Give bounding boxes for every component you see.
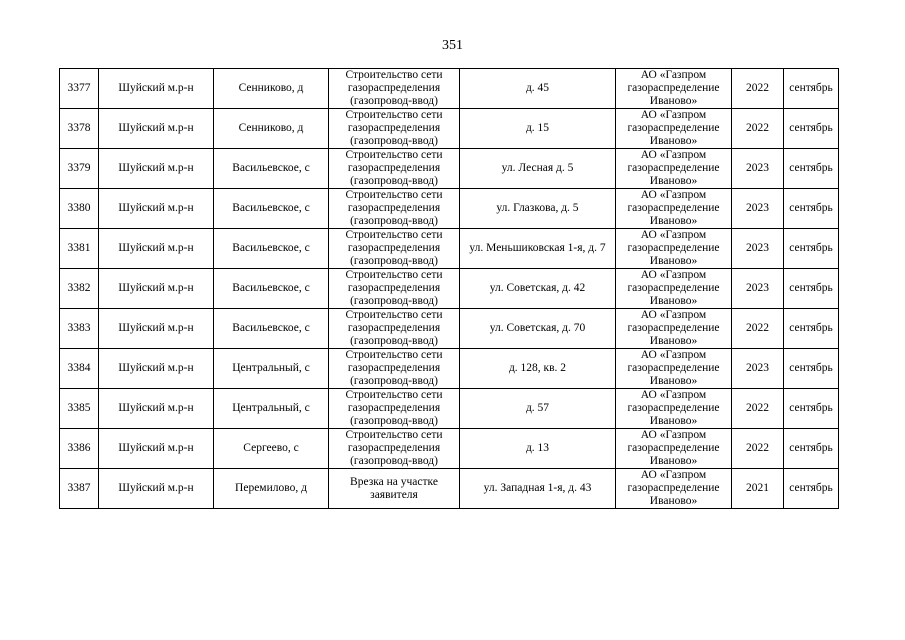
work-type-cell: Строительство сети газораспределения (газопровод-ввод): [329, 189, 460, 229]
table-row: [60, 389, 839, 429]
address-cell: ул. Меньшиковская 1-я, д. 7: [460, 229, 616, 269]
row-number-cell: 3385: [60, 389, 99, 429]
year-cell: 2023: [732, 149, 784, 189]
table-row: [60, 429, 839, 469]
row-number-cell: 3380: [60, 189, 99, 229]
organization-cell: АО «Газпром газораспределение Иваново»: [616, 349, 732, 389]
work-type-cell: Врезка на участке заявителя: [329, 469, 460, 509]
work-type-cell: Строительство сети газораспределения (газопровод-ввод): [329, 389, 460, 429]
locality-cell: Васильевское, с: [214, 229, 329, 269]
organization-cell: АО «Газпром газораспределение Иваново»: [616, 309, 732, 349]
table-row: [60, 349, 839, 389]
district-cell: Шуйский м.р-н: [99, 389, 214, 429]
address-cell: д. 15: [460, 109, 616, 149]
locality-cell: Васильевское, с: [214, 149, 329, 189]
locality-cell: Центральный, с: [214, 389, 329, 429]
month-cell: сентябрь: [784, 109, 839, 149]
district-cell: Шуйский м.р-н: [99, 269, 214, 309]
month-cell: сентябрь: [784, 269, 839, 309]
year-cell: 2022: [732, 429, 784, 469]
year-cell: 2021: [732, 469, 784, 509]
row-number-cell: 3383: [60, 309, 99, 349]
page-number: 351: [442, 38, 463, 53]
table-row: [60, 309, 839, 349]
district-cell: Шуйский м.р-н: [99, 349, 214, 389]
table-body: [60, 69, 839, 509]
year-cell: 2022: [732, 109, 784, 149]
row-number-cell: 3379: [60, 149, 99, 189]
month-cell: сентябрь: [784, 69, 839, 109]
month-cell: сентябрь: [784, 189, 839, 229]
month-cell: сентябрь: [784, 429, 839, 469]
locality-cell: Сенниково, д: [214, 109, 329, 149]
table-row: [60, 229, 839, 269]
row-number-cell: 3381: [60, 229, 99, 269]
table-row: [60, 109, 839, 149]
organization-cell: АО «Газпром газораспределение Иваново»: [616, 149, 732, 189]
row-number-cell: 3377: [60, 69, 99, 109]
address-cell: ул. Глазкова, д. 5: [460, 189, 616, 229]
address-cell: д. 45: [460, 69, 616, 109]
organization-cell: АО «Газпром газораспределение Иваново»: [616, 269, 732, 309]
work-type-cell: Строительство сети газораспределения (газопровод-ввод): [329, 229, 460, 269]
work-type-cell: Строительство сети газораспределения (газопровод-ввод): [329, 109, 460, 149]
month-cell: сентябрь: [784, 349, 839, 389]
address-cell: ул. Лесная д. 5: [460, 149, 616, 189]
row-number-cell: 3387: [60, 469, 99, 509]
year-cell: 2023: [732, 189, 784, 229]
organization-cell: АО «Газпром газораспределение Иваново»: [616, 429, 732, 469]
table-row: [60, 149, 839, 189]
district-cell: Шуйский м.р-н: [99, 309, 214, 349]
district-cell: Шуйский м.р-н: [99, 69, 214, 109]
district-cell: Шуйский м.р-н: [99, 229, 214, 269]
work-type-cell: Строительство сети газораспределения (газопровод-ввод): [329, 269, 460, 309]
address-cell: д. 57: [460, 389, 616, 429]
district-cell: Шуйский м.р-н: [99, 189, 214, 229]
table-row: [60, 469, 839, 509]
organization-cell: АО «Газпром газораспределение Иваново»: [616, 189, 732, 229]
work-type-cell: Строительство сети газораспределения (газопровод-ввод): [329, 429, 460, 469]
work-type-cell: Строительство сети газораспределения (газопровод-ввод): [329, 309, 460, 349]
year-cell: 2023: [732, 229, 784, 269]
locality-cell: Сенниково, д: [214, 69, 329, 109]
month-cell: сентябрь: [784, 469, 839, 509]
organization-cell: АО «Газпром газораспределение Иваново»: [616, 469, 732, 509]
locality-cell: Васильевское, с: [214, 309, 329, 349]
month-cell: сентябрь: [784, 229, 839, 269]
work-type-cell: Строительство сети газораспределения (газопровод-ввод): [329, 69, 460, 109]
address-cell: ул. Советская, д. 42: [460, 269, 616, 309]
year-cell: 2022: [732, 309, 784, 349]
district-cell: Шуйский м.р-н: [99, 429, 214, 469]
table-row: [60, 189, 839, 229]
month-cell: сентябрь: [784, 389, 839, 429]
gas-connection-table: [59, 68, 839, 509]
address-cell: ул. Западная 1-я, д. 43: [460, 469, 616, 509]
year-cell: 2022: [732, 69, 784, 109]
work-type-cell: Строительство сети газораспределения (газопровод-ввод): [329, 149, 460, 189]
district-cell: Шуйский м.р-н: [99, 469, 214, 509]
locality-cell: Сергеево, с: [214, 429, 329, 469]
month-cell: сентябрь: [784, 149, 839, 189]
organization-cell: АО «Газпром газораспределение Иваново»: [616, 109, 732, 149]
table-row: [60, 269, 839, 309]
work-type-cell: Строительство сети газораспределения (газопровод-ввод): [329, 349, 460, 389]
organization-cell: АО «Газпром газораспределение Иваново»: [616, 389, 732, 429]
row-number-cell: 3378: [60, 109, 99, 149]
address-cell: д. 128, кв. 2: [460, 349, 616, 389]
locality-cell: Васильевское, с: [214, 189, 329, 229]
locality-cell: Васильевское, с: [214, 269, 329, 309]
table-row: [60, 69, 839, 109]
district-cell: Шуйский м.р-н: [99, 149, 214, 189]
address-cell: ул. Советская, д. 70: [460, 309, 616, 349]
organization-cell: АО «Газпром газораспределение Иваново»: [616, 229, 732, 269]
locality-cell: Перемилово, д: [214, 469, 329, 509]
row-number-cell: 3382: [60, 269, 99, 309]
organization-cell: АО «Газпром газораспределение Иваново»: [616, 69, 732, 109]
row-number-cell: 3384: [60, 349, 99, 389]
district-cell: Шуйский м.р-н: [99, 109, 214, 149]
month-cell: сентябрь: [784, 309, 839, 349]
address-cell: д. 13: [460, 429, 616, 469]
locality-cell: Центральный, с: [214, 349, 329, 389]
year-cell: 2023: [732, 349, 784, 389]
year-cell: 2023: [732, 269, 784, 309]
row-number-cell: 3386: [60, 429, 99, 469]
year-cell: 2022: [732, 389, 784, 429]
